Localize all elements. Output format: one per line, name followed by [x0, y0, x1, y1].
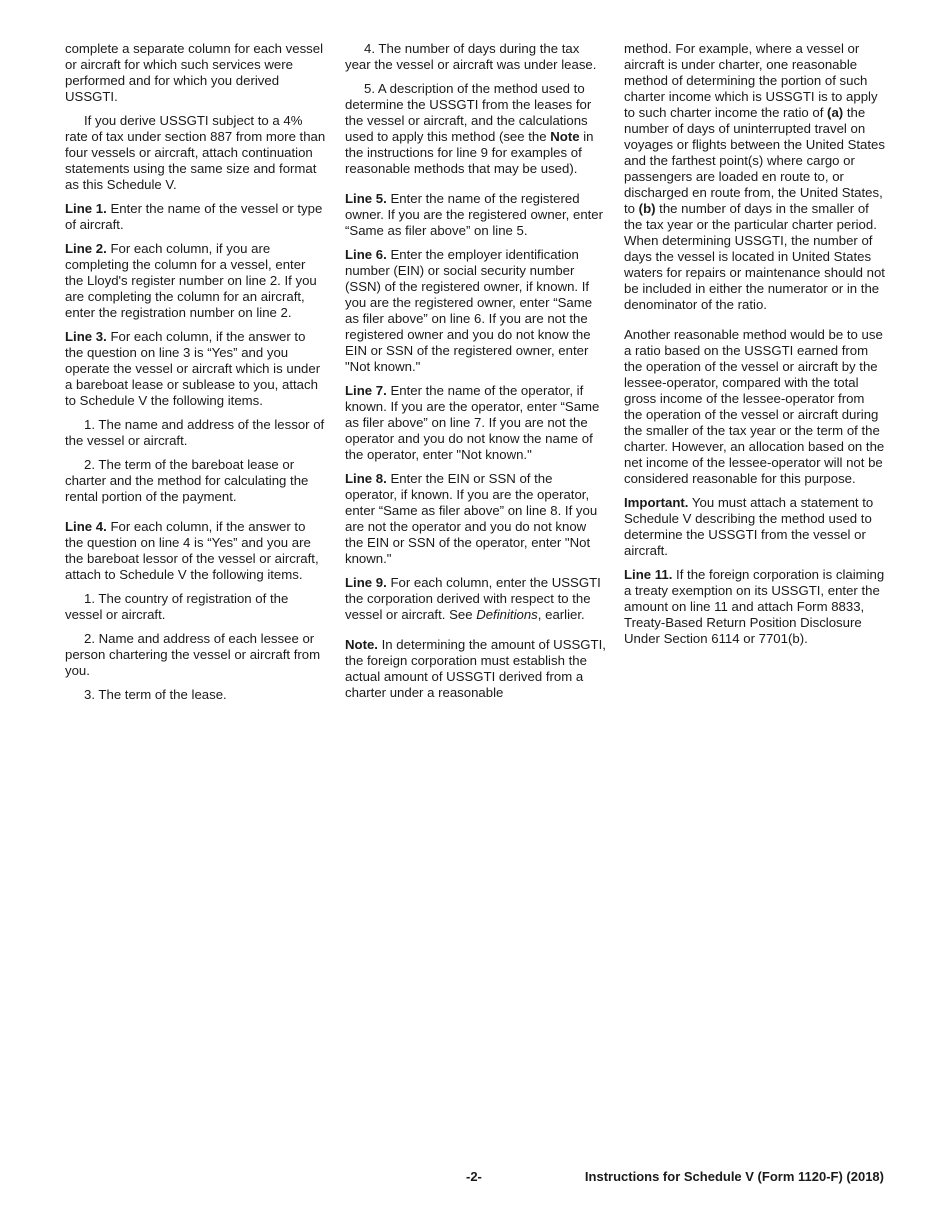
- list-item: 1. The name and address of the lessor of the vessel or aircraft.: [65, 417, 325, 448]
- line-5-instruction: [345, 191, 607, 239]
- ratio-label-a: (a): [827, 105, 844, 120]
- line-9-instruction: [345, 575, 607, 623]
- line-label: Line 5.: [345, 191, 387, 206]
- paragraph-text: method. For example, where a vessel or aircraft is under charter, one reasonable method of determining the portion of such charter income which is USSGTI is to apply to such charter income the ratio of: [624, 41, 878, 120]
- footer-title: Instructions for Schedule V (Form 1120-F) (2018): [584, 1169, 884, 1184]
- list-item-text: 5. A description of the method used to determine the USSGTI from the leases for the vessel or aircraft, and the calculations used to apply this method (see the: [345, 81, 592, 144]
- line-text: If the foreign corporation is claiming a treaty exemption on its USSGTI, enter the amount on line 11 and attach Form 8833, Treaty-Based Return Position Disclosure Under Section 6114 or 7701(b).: [624, 567, 885, 646]
- list-item: 1. The country of registration of the vessel or aircraft.: [65, 591, 289, 622]
- list-item: 2. The term of the bareboat lease or charter and the method for calculating the rental portion of the payment.: [65, 457, 309, 504]
- list-item: 4. The number of days during the tax year the vessel or aircraft was under lease.: [345, 41, 597, 72]
- line-label: Line 4.: [65, 519, 107, 534]
- line-text: For each column, if you are completing the column for a vessel, enter the Lloyd's register number on line 2. If you are completing the column for an aircraft, enter the registration number on line 2.: [65, 241, 317, 320]
- paragraph: complete a separate column for each vessel or aircraft for which such services were performed and for which you derived USSGTI.: [65, 41, 324, 104]
- line-text: Enter the name of the vessel or type of aircraft.: [65, 201, 323, 232]
- line-text: Enter the name of the operator, if known. If you are the operator, enter “Same as filer above” on line 7. If you are not the operator and you do not know the name of the operator, enter "Not known.": [345, 383, 600, 462]
- line-label: Line 9.: [345, 575, 387, 590]
- note-paragraph: [345, 637, 607, 701]
- paragraph: Another reasonable method would be to use a ratio based on the USSGTI earned from the operation of the vessel or aircraft by the lessee-operator, compared with the total gross income of the lessee-operator from the operation of the vessel or aircraft during the smaller of the tax year or the term of the charter. However, an allocation based on the net income of the lessee-operator will not be considered reasonable for this purpose.: [624, 327, 885, 486]
- line-label: Line 6.: [345, 247, 387, 262]
- note-label: Note.: [345, 637, 378, 652]
- line-text: For each column, enter the USSGTI the corporation derived with respect to the vessel or aircraft. See: [345, 575, 601, 622]
- column-1: [65, 41, 327, 711]
- line-label: Line 2.: [65, 241, 107, 256]
- list-item: 2. Name and address of each lessee or person chartering the vessel or aircraft from you.: [65, 631, 321, 678]
- line-text: Enter the employer identification number (EIN) or social security number (SSN) of the registered owner, if known. If you are the registered owner, enter “Same as filer above” on line 6. If you are not the registered owner and you do not know the EIN or SSN of the registered owner, enter "Not known.": [345, 247, 593, 374]
- paragraph: If you derive USSGTI subject to a 4% rate of tax under section 887 from more than four vessels or aircraft, attach continuation statements using the same size and format as this Schedule V.: [65, 113, 326, 192]
- column-3: [624, 41, 886, 655]
- column-2: [345, 41, 607, 709]
- line-label: Line 7.: [345, 383, 387, 398]
- line-1-instruction: [65, 201, 327, 233]
- line-7-instruction: [345, 383, 607, 463]
- page-number: -2-: [466, 1169, 482, 1184]
- note-reference: Note: [550, 129, 580, 144]
- paragraph-text: the number of days of uninterrupted travel on voyages or flights between the United States and the farthest point(s) where cargo or passengers are loaded en route to, or discharged en route from, the United States, to: [624, 105, 885, 216]
- paragraph-text: the number of days in the smaller of the tax year or the particular charter period. When determining USSGTI, the number of days the vessel is located in United States waters for repairs or maintenance should not be included in either the numerator or in the denominator of the ratio.: [624, 201, 885, 312]
- list-item: 3. The term of the lease.: [84, 687, 227, 702]
- line-11-instruction: [624, 567, 886, 647]
- important-text: You must attach a statement to Schedule V describing the method used to determine the USSGTI from the vessel or aircraft.: [624, 495, 874, 558]
- line-text: , earlier.: [537, 607, 585, 622]
- definitions-reference: Definitions: [476, 607, 538, 622]
- line-text: For each column, if the answer to the question on line 4 is “Yes” and you are the bareboat lessor of the vessel or aircraft, attach to Schedule V the following items.: [65, 519, 319, 582]
- note-text: In determining the amount of USSGTI, the foreign corporation must establish the actual amount of USSGTI derived from a charter under a reasonable: [345, 637, 606, 700]
- line-label: Line 11.: [624, 567, 673, 582]
- line-text: Enter the EIN or SSN of the operator, if known. If you are the operator, enter “Same as filer above” on line 8. If you are not the operator and you do not know the EIN or SSN of the operator, enter "Not known.": [345, 471, 598, 566]
- important-paragraph: [624, 495, 886, 559]
- line-3-instruction: [65, 329, 327, 409]
- line-label: Line 8.: [345, 471, 387, 486]
- line-label: Line 1.: [65, 201, 107, 216]
- line-text: Enter the name of the registered owner. If you are the registered owner, enter “Same as filer above” on line 5.: [345, 191, 604, 238]
- line-6-instruction: [345, 247, 607, 375]
- line-text: For each column, if the answer to the question on line 3 is “Yes” and you operate the vessel or aircraft which is under a bareboat lease or sublease to you, attach to Schedule V the following items.: [65, 329, 321, 408]
- page-footer: [0, 1169, 950, 1187]
- line-label: Line 3.: [65, 329, 107, 344]
- line-8-instruction: [345, 471, 607, 567]
- list-item-text: in the instructions for line 9 for examples of reasonable methods that may be used).: [345, 129, 594, 176]
- line-4-instruction: [65, 519, 327, 583]
- ratio-label-b: (b): [638, 201, 656, 216]
- line-2-instruction: [65, 241, 327, 321]
- list-item: [345, 81, 607, 177]
- paragraph: [624, 41, 886, 313]
- important-label: Important.: [624, 495, 689, 510]
